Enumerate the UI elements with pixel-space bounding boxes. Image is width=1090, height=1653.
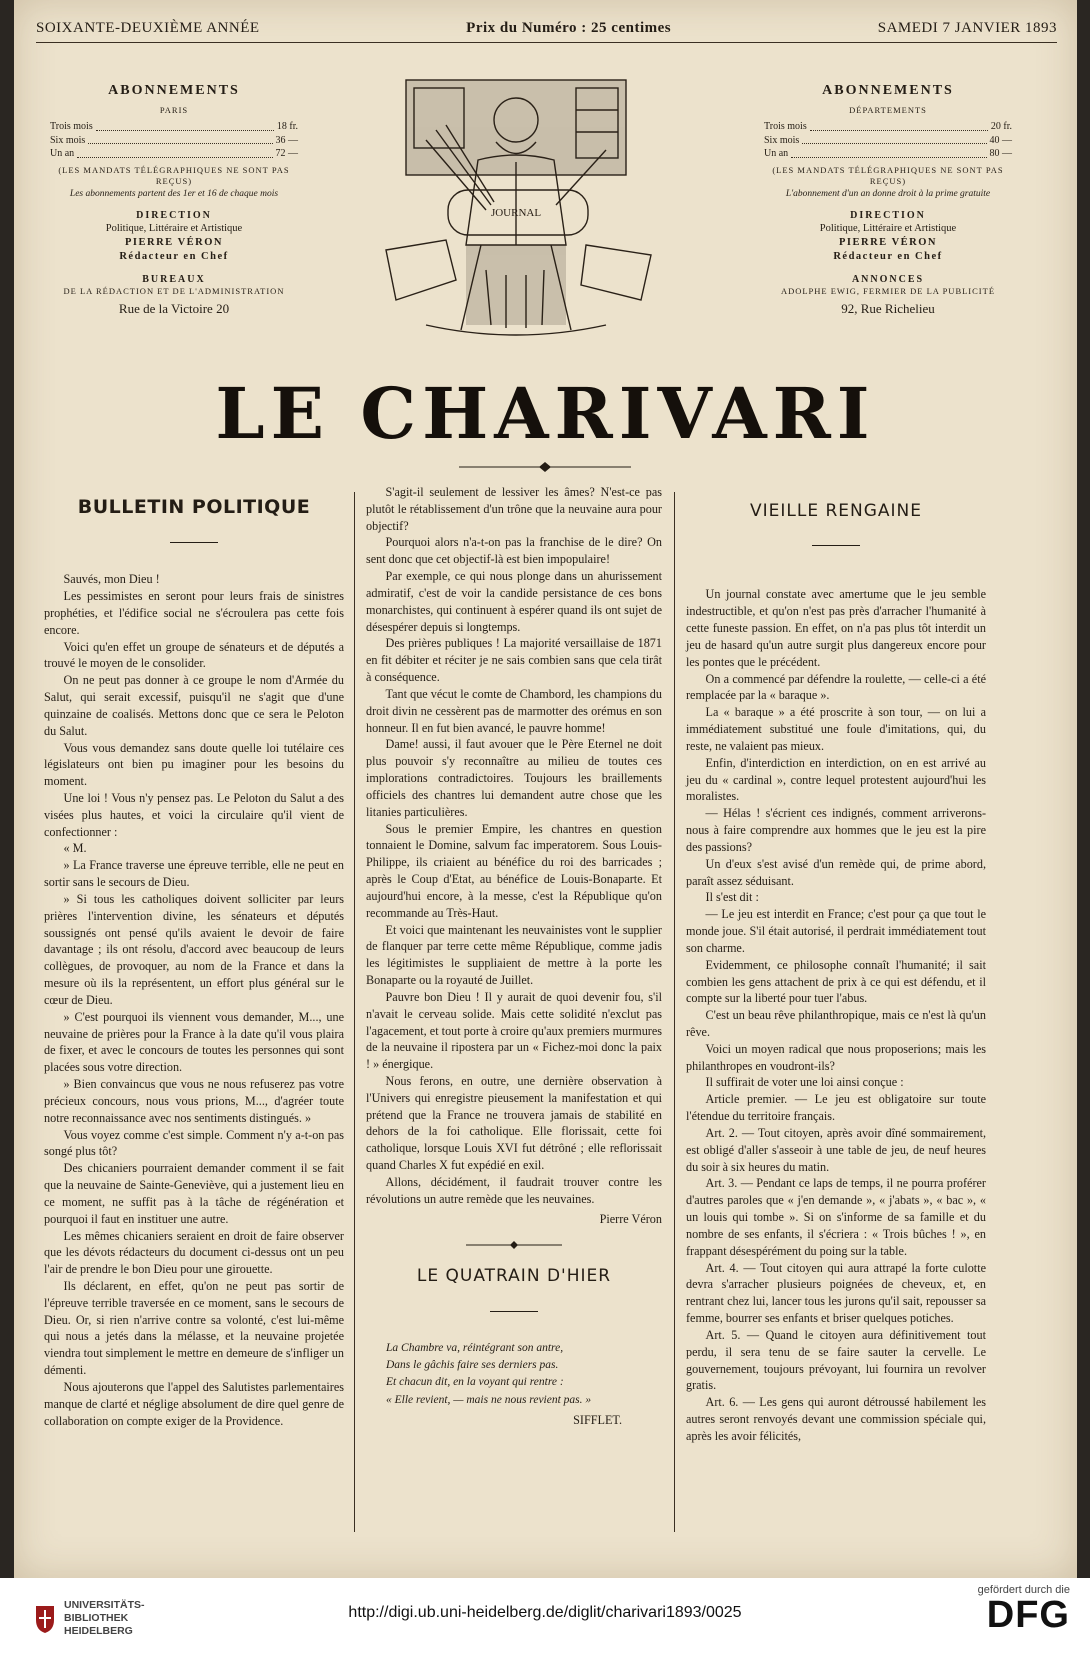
editor-role: Rédacteur en Chef <box>119 251 229 263</box>
column-middle <box>366 484 662 1429</box>
paragraph: C'est un beau rêve philanthropique, mais ce n'est là qu'un rêve. <box>686 1008 986 1039</box>
journal-label: JOURNAL <box>490 207 542 219</box>
editor-name: PIERRE VÉRON <box>838 237 938 249</box>
title-rule <box>170 542 218 543</box>
article-body <box>366 484 662 1208</box>
direction-sub: Politique, Littéraire et Artistique <box>819 223 957 235</box>
rate-row: Six mois 36 — <box>50 134 298 146</box>
paragraph: Des chicaniers pourraient demander comment il se fait que la neuvaine de Sainte-Geneviève, qui a justement lieu en ce moment, ne suffit pas à la tâche de régénération et pourquoi il faut en instituer une autre. <box>44 1161 344 1226</box>
title-ornament <box>459 462 631 472</box>
paragraph: Il suffirait de voter une loi ainsi conçue : <box>705 1075 904 1090</box>
article-title: VIEILLE RENGAINE <box>749 501 923 521</box>
rate-list <box>764 120 1012 161</box>
quatrain-poem <box>386 1340 662 1409</box>
direction-heading: DIRECTION <box>850 209 926 221</box>
paragraph: Pauvre bon Dieu ! Il y aurait de quoi devenir fou, s'il n'avait le cerveau solide. Mais cette solidité n'exclut pas l'agacement, et tout porte à croire qu'aux premiers murmures de la neuvaine il ripostera par un « Fichez-moi donc la paix ! » énergique. <box>366 989 662 1072</box>
title-rule <box>490 1311 538 1312</box>
annonces-sub: ADOLPHE EWIG, FERMIER DE LA PUBLICITÉ <box>780 286 996 297</box>
paragraph: Vous voyez comme c'est simple. Comment n'y a-t-on pas songé plus tôt? <box>44 1127 344 1159</box>
rate-row: Trois mois 20 fr. <box>764 121 1012 133</box>
rate-row: Un an 72 — <box>50 148 298 160</box>
year-label: SOIXANTE-DEUXIÈME ANNÉE <box>36 19 260 36</box>
poem-line: Dans le gâchis faire ses derniers pas. <box>386 1359 559 1372</box>
paragraph: Sous le premier Empire, les chantres en question tonnaient le Domine, salvum fac imperatorem. Sous Louis-Philippe, ils criaient au bénéfice du roi des barricades ; après le Coup d'Etat, au bénéfice de Louis-Bonaparte. Et aujourd'hui encore, à la messe, c'est la République qu'on recommande au Très-Haut. <box>366 821 662 920</box>
library-name-line: UNIVERSITÄTS- <box>64 1599 145 1611</box>
mandats-note: (LES MANDATS TÉLÉGRAPHIQUES NE SONT PAS REÇUS) <box>772 164 1004 187</box>
quatrain-title: LE QUATRAIN D'HIER <box>416 1266 612 1287</box>
editor-role: Rédacteur en Chef <box>833 251 943 263</box>
paragraph: Art. 6. — Les gens qui auront détroussé habilement les autres seront renvoyés devant une commission spéciale qui, après les avoir félicités, <box>686 1395 986 1443</box>
paragraph: On a commencé par défendre la roulette, — celle-ci a été remplacée par la « baraque ». <box>686 671 986 703</box>
poem-line: Et chacun dit, en la voyant qui rentre : <box>386 1376 564 1389</box>
paragraph: Les pessimistes en seront pour leurs frais de sinistres prophéties, et l'édifice social ne s'écroulera pas cette fois encore. <box>44 589 344 637</box>
paris-address: Rue de la Victoire 20 <box>118 300 230 316</box>
column-divider <box>354 492 355 1532</box>
subscriptions-title: ABONNEMENTS <box>108 83 240 98</box>
annonces-address: 92, Rue Richelieu <box>841 300 935 316</box>
paragraph: Un journal constate avec amertume que le jeu semble indestructible, et qu'on n'est pas près d'arracher l'humanité à cette funeste passion. En effet, on n'a pas plus tôt interdit un jeu de hasard qu'un autre surgit plus dangereux encore pour les pontes que le précédent. <box>686 587 986 669</box>
article-body <box>686 586 986 1444</box>
direction-heading: DIRECTION <box>136 209 212 221</box>
subscriptions-paris <box>44 82 304 317</box>
dfg-logo: DFG <box>986 1594 1070 1636</box>
paragraph: » La France traverse une épreuve terrible, elle ne peut en sortir sans le secours de Dieu. <box>44 858 344 890</box>
paragraph: Voici un moyen radical que nous proposerions; mais les philanthropes en voudront-ils? <box>686 1041 986 1073</box>
library-name-line: HEIDELBERG <box>64 1625 133 1638</box>
rate-list <box>50 120 298 161</box>
subscription-start-note: Les abonnements partent des 1er et 16 de chaque mois <box>69 188 279 199</box>
paragraph: Ils déclarent, en effet, qu'on ne peut pas sortir de l'épreuve terrible traversée en ce moment, sans le secours de Dieu. Or, si rien n'arrive contre sa volonté, c'est lui-même qui nous a jetés dans la mélasse, et la neuvaine projetée viendra tout simplement le mettre en demeure de s'infliger un démenti. <box>44 1279 344 1378</box>
paragraph: Un d'eux s'est avisé d'un remède qui, de prime abord, paraît assez séduisant. <box>686 856 986 888</box>
article-title: BULLETIN POLITIQUE <box>77 496 311 518</box>
paragraph: S'agit-il seulement de lessiver les âmes? N'est-ce pas plutôt le rétablissement d'un trône que la neuvaine aura pour objectif? <box>366 485 662 533</box>
mandats-note: (LES MANDATS TÉLÉGRAPHIQUES NE SONT PAS REÇUS) <box>58 164 290 187</box>
paragraph: » Si tous les catholiques doivent solliciter par leurs prières l'intervention divine, les sénateurs et députés soussignés ont pensé qu'ils avaient le devoir de faire davantage ; ils ont résolu, d'accord avec beaucoup de leurs collègues, de provoquer, au nom de la France et dans la mesure où ils la représentent, un effort plus général sur le cœur de Dieu. <box>44 891 344 1007</box>
subscriptions-place: DÉPARTEMENTS <box>849 104 927 115</box>
rate-row: Six mois 40 — <box>764 134 1012 146</box>
newspaper-title: LE CHARIVARI <box>215 372 876 455</box>
paragraph: Sauvés, mon Dieu ! <box>63 572 160 587</box>
paragraph: » C'est pourquoi ils viennent vous demander, M..., une neuvaine de prières pour la France à la date qu'il vous plaira de fixer, et avec le concours de toutes les personnes qui sont placées sous votre direction. <box>44 1009 344 1075</box>
source-url-link[interactable]: http://digi.ub.uni-heidelberg.de/diglit/charivari1893/0025 <box>348 1604 742 1621</box>
paragraph: Une loi ! Vous n'y pensez pas. Le Peloton du Salut a des visées plus hautes, et voici la circulaire qu'il vient de confectionner : <box>44 790 344 839</box>
paragraph: Des prières publiques ! La majorité versaillaise de 1871 en fit débiter et réciter je ne sais combien sans que cela tirât à conséquence. <box>366 636 662 685</box>
paragraph: Voici qu'en effet un groupe de sénateurs et de députés a trouvé le moyen de le consolider. <box>44 639 344 671</box>
price-label: Prix du Numéro : 25 centimes <box>466 19 672 36</box>
paragraph: Enfin, d'interdiction en interdiction, on en est arrivé au jeu du « cardinal », contre lequel protestent aujourd'hui les moralistes. <box>686 755 986 804</box>
paragraph: Art. 2. — Tout citoyen, après avoir dîné sommairement, est obligé d'aller s'asseoir à une table de jeu, de neuf heures du soir à six heures du matin. <box>686 1125 986 1174</box>
paragraph: On ne peut pas donner à ce groupe le nom d'Armée du Salut, qui serait excessif, puisqu'il ne s'agit que d'une quinzaine de coalisés. Mettons donc que ce sera le Peloton du Salut. <box>44 673 344 738</box>
paragraph: Et voici que maintenant les neuvainistes vont le supplier de flanquer par terre cette même République, comme jadis les légitimistes le suppliaient de mettre à la porte les Bonaparte ou la royauté de Juillet. <box>366 922 662 988</box>
signature: Pierre Véron <box>599 1211 662 1226</box>
bureaux-sub: DE LA RÉDACTION ET DE L'ADMINISTRATION <box>63 286 285 297</box>
library-name-line: BIBLIOTHEK <box>64 1612 129 1625</box>
paragraph: — Hélas ! s'écrient ces indignés, comment arriverons-nous à faire comprendre aux hommes que le jeu est la pire des passions? <box>686 806 986 854</box>
paragraph: Art. 3. — Pendant ce laps de temps, il ne pourra proférer d'autres paroles que « j'en demande », « j'abats », « bac », « un louis qui tombe ». Si on s'informe de sa famille et du nombre de ses enfants, il s'écriera : « Trois bûches ! », en frappant désespérément du poing sur la table. <box>686 1176 986 1258</box>
section-ornament <box>366 1239 662 1251</box>
editor-name: PIERRE VÉRON <box>124 237 224 249</box>
paragraph: Tant que vécut le comte de Chambord, les champions du droit divin ne cessèrent pas de marmotter des orémus en son honneur. Il en fut bien avancé, le pauvre homme! <box>366 686 662 735</box>
paragraph: Nous ajouterons que l'appel des Salutistes parlementaires manque de clarté et néglige absolument de dire quel genre de collaboration on compte exiger de la Providence. <box>44 1379 344 1428</box>
paragraph: — Le jeu est interdit en France; c'est pour ça que tout le monde joue. S'il était autorisé, il perdrait immédiatement tout son charme. <box>686 907 986 955</box>
poem-line: « Elle revient, — mais ne nous revient pas. » <box>386 1393 592 1406</box>
column-divider <box>674 492 675 1532</box>
subscriptions-departements <box>758 82 1018 317</box>
subscriptions-place: PARIS <box>159 104 189 115</box>
paragraph: Par exemple, ce qui nous plonge dans un ahurissement admiratif, c'est de voir la candide persistance de ces bons monarchistes, qui continuent à espérer quand ils ont sujet de désespérer depuis si longtemps. <box>366 569 662 634</box>
paragraph: La « baraque » a été proscrite à son tour, — on lui a immédiatement substitué une foule d'imitations, qui, du reste, ne valaient pas mieux. <box>686 705 986 753</box>
annonces-heading: ANNONCES <box>851 273 925 285</box>
newspaper-page <box>14 0 1077 1578</box>
paragraph: Evidemment, ce philosophe connaît l'humanité; il sait combien les gens attachent de prix à ce qui est défendu, et il compte sur la liberté pour tuer l'abus. <box>686 957 986 1006</box>
paragraph: Pourquoi alors n'a-t-on pas la franchise de le dire? On sent donc que cet objectif-là est bien impopulaire! <box>366 535 662 567</box>
subscriptions-title: ABONNEMENTS <box>822 83 954 98</box>
library-footer <box>0 1578 1090 1653</box>
paragraph: Allons, décidément, il faudrait trouver contre les révolutions un autre remède que les neuvaines. <box>366 1174 662 1206</box>
rate-row: Un an 80 — <box>764 148 1012 160</box>
poem-signature: SIFFLET. <box>573 1412 622 1427</box>
prime-note: L'abonnement d'un an donne droit à la prime gratuite <box>785 188 991 199</box>
bureaux-heading: BUREAUX <box>142 273 206 285</box>
dfg-credit[interactable] <box>978 1584 1070 1634</box>
title-rule <box>812 545 860 546</box>
paragraph: Vous vous demandez sans doute quelle loi tutélaire ces législateurs ont bien pu imaginer pour les besoins du moment. <box>44 740 344 789</box>
masthead-illustration <box>366 70 666 360</box>
top-header-bar <box>36 14 1057 43</box>
article-body <box>44 571 344 1429</box>
poem-line: La Chambre va, réintégrant son antre, <box>386 1341 564 1354</box>
paragraph: Dame! aussi, il faut avouer que le Père Eternel ne doit plus pouvoir s'y reconnaître au milieu de toutes ces implorations contradictoires. Toujours les braillements officiels des chantres lui demandent autre chose que les litanies particulières. <box>366 737 662 819</box>
column-bulletin-politique <box>44 488 344 1429</box>
paragraph: Nous ferons, en outre, une dernière observation à l'Univers qui enregistre pieusement la manifestation et qui prétend que la France ne trouvera jamais de stabilité en dehors de la foi catholique. Elle florissait, cette foi catholique, lorsque Louis XVI fut détrôné ; elle reflorissait quand Charles X fut expédié en exil. <box>366 1073 662 1173</box>
paragraph: Art. 4. — Tout citoyen qui aura attrapé la forte culotte devra s'arracher plusieurs poignées de cheveux, et, en rentrant chez lui, lancer tous les jurons qu'il sait, repousser sa femme, bourrer ses enfants et briser quelques potiches. <box>686 1260 986 1326</box>
paragraph: « M. <box>63 841 87 856</box>
issue-date: SAMEDI 7 JANVIER 1893 <box>877 19 1057 36</box>
direction-sub: Politique, Littéraire et Artistique <box>105 223 243 235</box>
paragraph: Art. 5. — Quand le citoyen aura définitivement tout perdu, il sera tenu de se faire sauter la cervelle. Le gouvernement, toujours prévoyant, lui fournira un revolver gratis. <box>686 1327 986 1393</box>
rate-row: Trois mois 18 fr. <box>50 121 298 133</box>
paragraph: Article premier. — Le jeu est obligatoire sur toute l'étendue du territoire français. <box>686 1092 986 1124</box>
funded-by-label: gefördert durch die <box>977 1584 1070 1596</box>
paragraph: Les mêmes chicaniers seraient en droit de faire observer que les dévots rédacteurs du document ci-dessus ont un peu l'air de prendre le bon Dieu pour une girouette. <box>44 1228 344 1277</box>
column-vieille-rengaine <box>686 488 986 1445</box>
paragraph: Il s'est dit : <box>705 890 759 905</box>
paragraph: » Bien convaincus que vous ne nous refuserez pas votre précieux concours, nous vous prions, M..., d'agréer toute notre reconnaissance avec nos sentiments distingués. » <box>44 1077 344 1125</box>
